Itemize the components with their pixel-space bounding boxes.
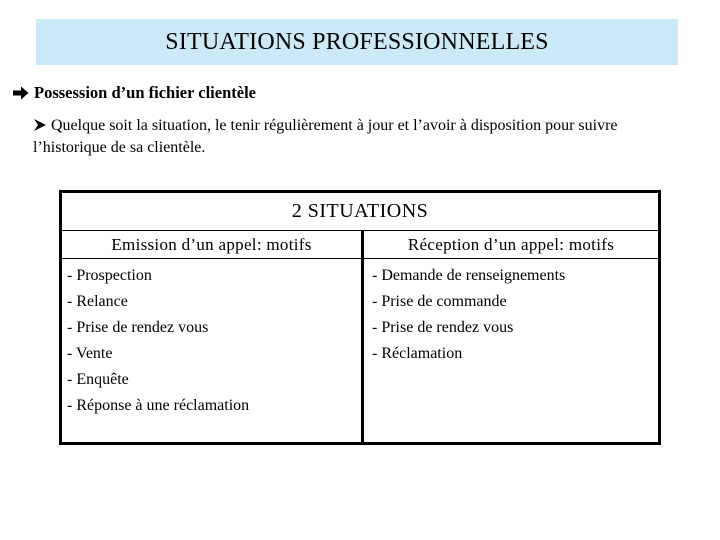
list-item: - Réponse à une réclamation — [67, 397, 250, 414]
arrowhead-bullet-icon — [33, 119, 47, 131]
emission-column-header: Emission d’un appel: motifs — [62, 231, 361, 259]
reception-column-header: Réception d’un appel: motifs — [364, 231, 658, 259]
reception-list — [364, 259, 658, 367]
list-item: - Enquête — [67, 371, 129, 388]
table-heading: 2 SITUATIONS — [62, 193, 658, 231]
list-item: - Réclamation — [372, 345, 463, 362]
reception-column — [364, 231, 658, 442]
list-item: - Prospection — [67, 267, 152, 284]
list-item: - Vente — [67, 345, 113, 362]
sub-bullet-text: Quelque soit la situation, le tenir régulièrement à jour et l’avoir à disposition pour suivre l’historique de sa clientèle. — [33, 117, 618, 156]
list-item: - Prise de rendez vous — [372, 319, 514, 336]
main-bullet — [13, 83, 256, 103]
emission-list — [62, 259, 361, 419]
right-arrow-icon — [13, 86, 29, 100]
title-banner — [36, 19, 678, 65]
main-bullet-text: Possession d’un fichier clientèle — [34, 83, 256, 102]
list-item: - Relance — [67, 293, 128, 310]
page-title: SITUATIONS PROFESSIONNELLES — [165, 28, 549, 55]
list-item: - Prise de commande — [372, 293, 507, 310]
sub-bullet — [33, 115, 673, 159]
emission-column — [62, 231, 364, 442]
situations-table — [59, 190, 661, 445]
list-item: - Demande de renseignements — [372, 267, 566, 284]
list-item: - Prise de rendez vous — [67, 319, 209, 336]
